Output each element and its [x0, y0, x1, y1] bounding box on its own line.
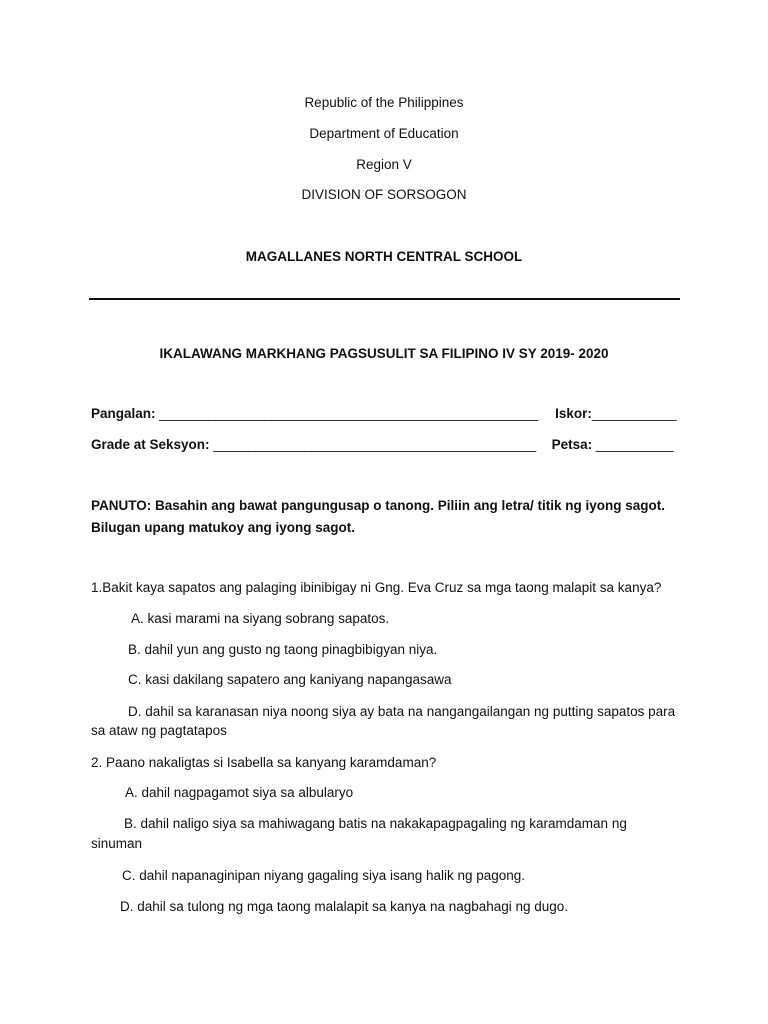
- grade-label: Grade at Seksyon:: [91, 437, 210, 452]
- question-1-choice-c[interactable]: C. kasi dakilang sapatero ang kaniyang napangasawa: [128, 672, 452, 687]
- header-department: Department of Education: [309, 126, 459, 141]
- question-2: 2. Paano nakaligtas si Isabella sa kanyang karamdaman?: [91, 755, 437, 770]
- header-divider: [89, 298, 680, 300]
- grade-field[interactable]: [91, 437, 536, 452]
- name-field[interactable]: [91, 406, 538, 421]
- date-field[interactable]: [552, 437, 673, 452]
- score-blank: ____________: [591, 406, 676, 421]
- grade-date-row: [91, 437, 673, 452]
- question-1-choice-a[interactable]: A. kasi marami na siyang sobrang sapatos.: [131, 611, 390, 626]
- name-score-row: [91, 406, 676, 421]
- grade-blank: ______________________________________________: [213, 437, 536, 452]
- name-blank: ______________________________________________________: [159, 406, 538, 421]
- score-field[interactable]: [555, 406, 676, 421]
- question-1-choice-b[interactable]: B. dahil yun ang gusto ng taong pinagbibigyan niya.: [128, 642, 438, 657]
- question-2-choice-a[interactable]: A. dahil nagpagamot siya sa albularyo: [125, 785, 354, 800]
- name-label: Pangalan:: [91, 406, 156, 421]
- instructions-line-2: Bilugan upang matukoy ang iyong sagot.: [91, 520, 356, 535]
- header-region: Region V: [356, 157, 412, 172]
- question-1-choice-d-cont: sa ataw ng pagtatapos: [91, 723, 227, 738]
- instructions-line-1: PANUTO: Basahin ang bawat pangungusap o tanong. Piliin ang letra/ titik ng iyong sagot.: [91, 498, 666, 513]
- question-2-choice-b-cont: sinuman: [91, 836, 143, 851]
- exam-title: IKALAWANG MARKHANG PAGSUSULIT SA FILIPINO IV SY 2019- 2020: [159, 346, 609, 361]
- question-1-choice-d[interactable]: D. dahil sa karanasan niya noong siya ay bata na nangangailangan ng putting sapatos para: [128, 704, 676, 719]
- date-blank: ___________: [595, 437, 673, 452]
- header-republic: Republic of the Philippines: [304, 95, 464, 110]
- question-2-choice-d[interactable]: D. dahil sa tulong ng mga taong malalapit sa kanya na nagbahagi ng dugo.: [120, 899, 569, 914]
- question-1: 1.Bakit kaya sapatos ang palaging ibinibigay ni Gng. Eva Cruz sa mga taong malapit sa kanya?: [91, 580, 662, 595]
- date-label: Petsa:: [551, 437, 593, 452]
- question-2-choice-c[interactable]: C. dahil napanaginipan niyang gagaling siya isang halik ng pagong.: [122, 868, 526, 883]
- header-division: DIVISION OF SORSOGON: [301, 187, 467, 202]
- score-label: Iskor:: [555, 406, 592, 421]
- question-2-choice-b[interactable]: B. dahil naligo siya sa mahiwagang batis na nakakapagpagaling ng karamdaman ng: [124, 816, 627, 831]
- school-name: MAGALLANES NORTH CENTRAL SCHOOL: [245, 249, 523, 264]
